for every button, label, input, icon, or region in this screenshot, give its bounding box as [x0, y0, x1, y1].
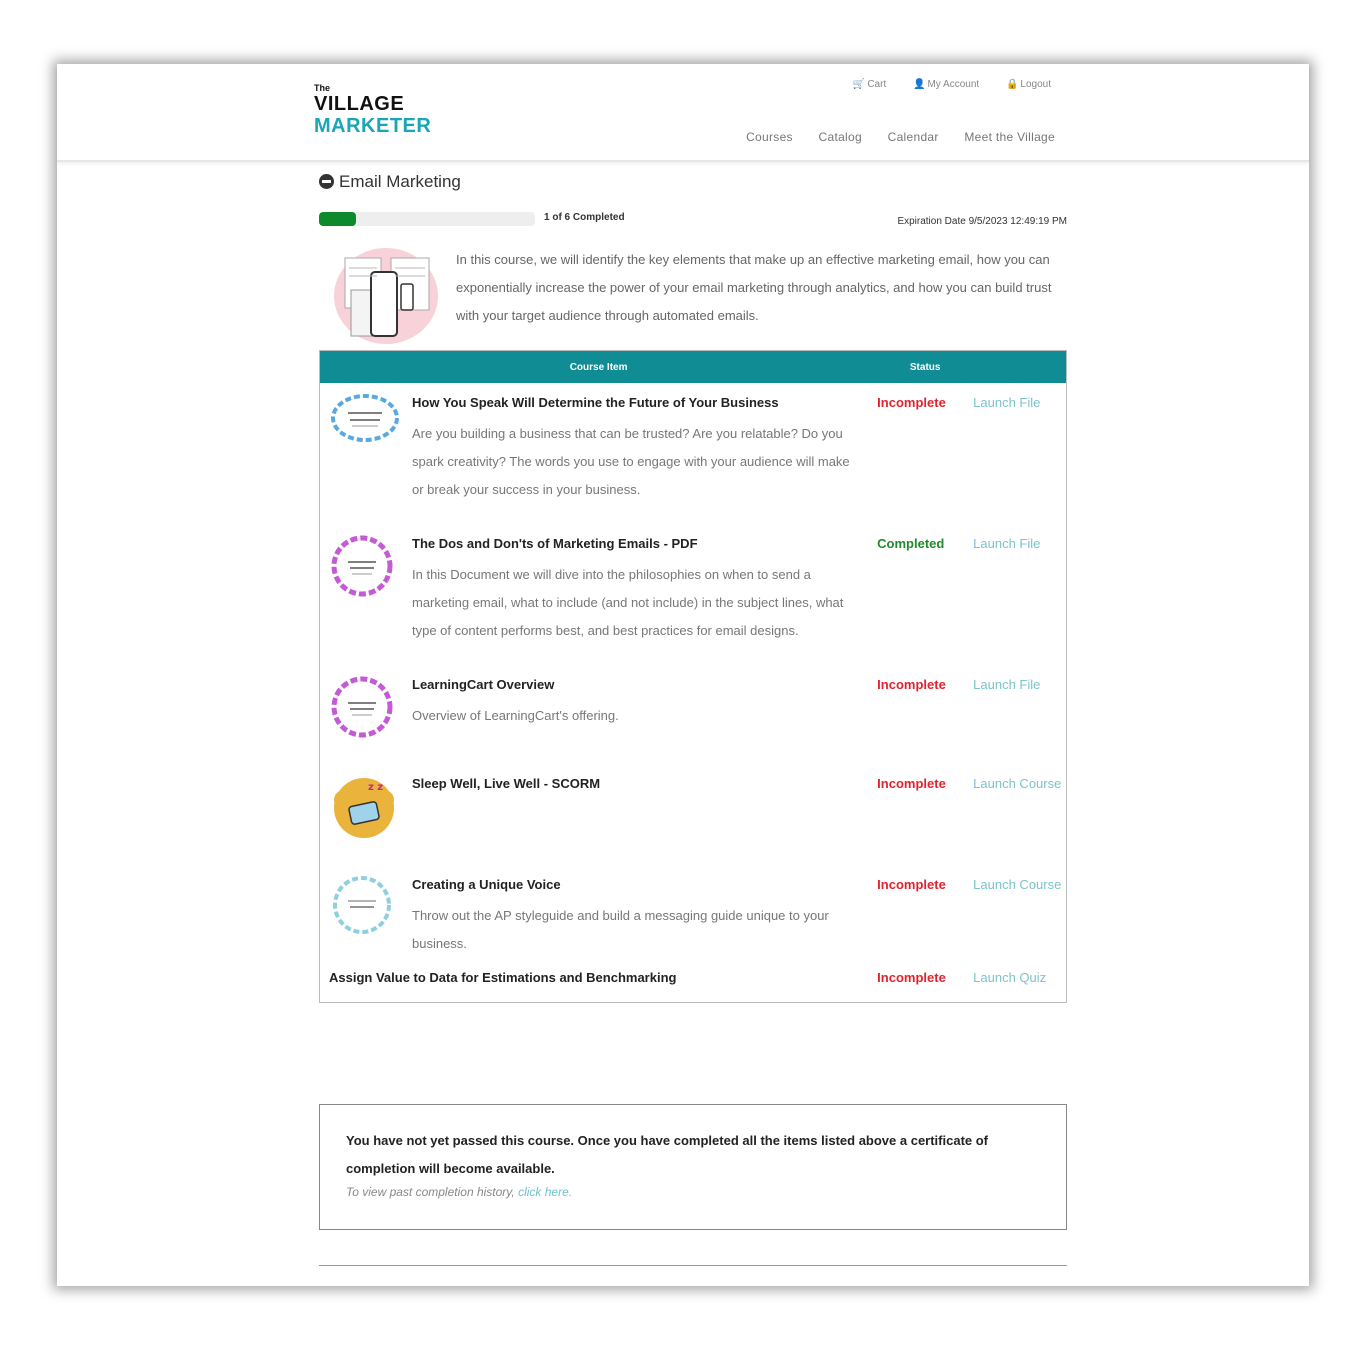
table-row	[320, 958, 1067, 1003]
item-thumb	[320, 665, 413, 744]
nav-calendar[interactable]: Calendar	[887, 130, 939, 144]
item-status: Completed	[877, 536, 945, 551]
launch-course-button[interactable]: Launch Course	[973, 776, 1062, 791]
my-account-link[interactable]	[913, 79, 979, 90]
user-icon: 👤	[913, 79, 926, 90]
item-title: Assign Value to Data for Estimations and Benchmarking	[329, 970, 677, 985]
item-info	[320, 958, 878, 1003]
item-thumb	[320, 764, 413, 845]
header-course-item: Course Item	[320, 351, 878, 384]
utility-links	[829, 79, 1051, 90]
email-marketing-badge-icon	[330, 675, 394, 739]
item-status: Incomplete	[877, 877, 946, 892]
cart-label: Cart	[867, 79, 887, 90]
logo-line2: MARKETER	[314, 115, 432, 137]
course-intro	[319, 244, 1067, 352]
collapse-icon[interactable]	[319, 174, 334, 189]
table-row	[320, 764, 1067, 845]
launch-file-button[interactable]: Launch File	[973, 395, 1041, 410]
certificate-notice	[319, 1104, 1067, 1230]
nav-meet-the-village[interactable]: Meet the Village	[964, 130, 1055, 144]
logo-line1: VILLAGE	[314, 93, 405, 115]
sleep-cloud-icon	[330, 774, 398, 840]
header-action	[973, 351, 1066, 384]
item-title: The Dos and Don'ts of Marketing Emails - PDF	[412, 536, 698, 551]
lock-icon: 🔒	[1005, 79, 1019, 90]
main-nav	[724, 130, 1055, 144]
item-info	[412, 665, 877, 744]
item-title: How You Speak Will Determine the Future of Your Business	[412, 395, 779, 410]
item-thumb	[320, 865, 413, 958]
course-content	[319, 170, 1067, 1003]
nav-courses[interactable]: Courses	[746, 130, 793, 144]
logout-label: Logout	[1020, 79, 1051, 90]
progress-row	[319, 206, 1067, 236]
item-thumb	[320, 524, 413, 645]
table-row	[320, 383, 1067, 504]
cart-link[interactable]	[853, 79, 886, 90]
item-status: Incomplete	[877, 395, 946, 410]
item-title: LearningCart Overview	[412, 677, 555, 692]
site-header	[57, 64, 1309, 162]
item-description: In this Document we will dive into the philosophies on when to send a marketing email, what to include (and not include) in the subject lines, what type of content performs best, and best practices for email designs.	[412, 567, 844, 638]
course-title-row[interactable]	[319, 170, 1067, 194]
account-label: My Account	[927, 79, 980, 90]
table-header	[320, 351, 1067, 384]
table-row	[320, 665, 1067, 744]
item-info	[412, 764, 877, 845]
email-marketing-badge-icon	[330, 534, 394, 598]
table-row	[320, 865, 1067, 958]
completion-history	[346, 1185, 572, 1199]
item-description: Throw out the AP styleguide and build a messaging guide unique to your business.	[412, 908, 829, 951]
item-description: Are you building a business that can be trusted? Are you relatable? Do you spark creativity? The words you use to engage with your audience will make or break your success in your business.	[412, 426, 850, 497]
course-thumbnail-image	[331, 244, 441, 348]
launch-file-button[interactable]: Launch File	[973, 677, 1041, 692]
launch-course-button[interactable]: Launch Course	[973, 877, 1062, 892]
item-thumb	[320, 383, 413, 504]
item-title: Sleep Well, Live Well - SCORM	[412, 776, 601, 791]
progress-bar	[319, 212, 535, 226]
item-description: Overview of LearningCart's offering.	[412, 708, 619, 723]
item-title: Creating a Unique Voice	[412, 877, 561, 892]
item-status: Incomplete	[877, 970, 946, 985]
cart-icon: 🛒	[852, 79, 866, 90]
history-prefix: To view past completion history,	[346, 1185, 519, 1199]
item-status: Incomplete	[877, 776, 946, 791]
completion-history-link[interactable]: click here.	[518, 1185, 573, 1199]
launch-quiz-button[interactable]: Launch Quiz	[973, 970, 1047, 985]
item-info	[412, 865, 877, 958]
item-info	[412, 383, 877, 504]
page	[57, 64, 1309, 1286]
notice-message: You have not yet passed this course. Once you have completed all the items listed above a certificate of completion will become available.	[346, 1133, 989, 1176]
logo-small: The	[314, 83, 331, 93]
course-description: In this course, we will identify the key elements that make up an effective marketing email, how you can exponentially increase the power of your email marketing through analytics, and how you can build trust with your target audience through automated emails.	[456, 252, 1052, 323]
item-status: Incomplete	[877, 677, 946, 692]
course-title: Email Marketing	[339, 172, 461, 191]
svg-text:z z: z z	[368, 782, 384, 793]
divider	[319, 1265, 1067, 1266]
course-items-table	[319, 350, 1067, 1003]
table-row	[320, 524, 1067, 645]
content-marketing-badge-icon	[330, 393, 400, 443]
logo[interactable]	[314, 84, 434, 137]
launch-file-button[interactable]: Launch File	[973, 536, 1041, 551]
progress-text: 1 of 6 Completed	[544, 212, 625, 223]
logout-link[interactable]	[1006, 79, 1051, 90]
header-status: Status	[877, 351, 973, 384]
nav-catalog[interactable]: Catalog	[818, 130, 862, 144]
content-marketing-badge-icon	[330, 875, 394, 935]
expiration-date: Expiration Date 9/5/2023 12:49:19 PM	[897, 216, 1067, 227]
progress-fill	[319, 212, 356, 226]
item-info	[412, 524, 877, 645]
